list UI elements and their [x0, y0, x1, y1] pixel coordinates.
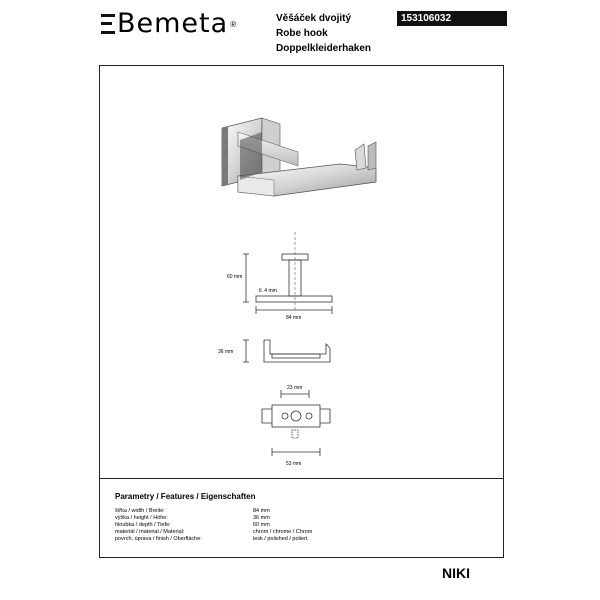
param-label-material: materiál / material / Material: [115, 529, 185, 535]
dim-width-label: 84 mm [286, 315, 302, 321]
front-view-drawing [243, 232, 332, 314]
param-value-depth: 60 mm [253, 522, 270, 528]
dim-depth-label: 36 mm [218, 349, 234, 355]
param-value-finish: lesk / polished / poliert [253, 536, 308, 542]
param-value-width: 84 mm [253, 508, 270, 514]
side-view-drawing [243, 340, 330, 362]
param-value-material: chrom / chrome / Chrom [253, 529, 313, 535]
param-value-height: 36 mm [253, 515, 270, 521]
param-label-depth: hloubka / depth / Tiefe: [115, 522, 171, 528]
dim-thickness-label: tl. 4 mm [259, 288, 277, 294]
param-label-height: výška / height / Höhe: [115, 515, 168, 521]
model-name: NIKI [442, 565, 470, 581]
brand-name: Bemeta [117, 8, 229, 39]
registered-mark: ® [230, 19, 237, 29]
param-label-width: šířka / width / Breite: [115, 508, 165, 514]
param-label-finish: povrch. úprava / finish / Oberfläche: [115, 536, 202, 542]
product-code: 153106032 [397, 11, 507, 26]
dim-mount-width-label: 53 mm [286, 461, 302, 467]
dim-height-label: 60 mm [227, 274, 243, 280]
title-english: Robe hook [276, 28, 328, 39]
title-czech: Věšáček dvojitý [276, 13, 352, 24]
parameters-heading: Parametry / Features / Eigenschaften [115, 492, 256, 501]
mounting-view-drawing [262, 390, 330, 456]
dim-hole-spacing-label: 23 mm [287, 385, 303, 391]
title-german: Doppelkleiderhaken [276, 43, 372, 54]
product-photo [222, 118, 376, 196]
